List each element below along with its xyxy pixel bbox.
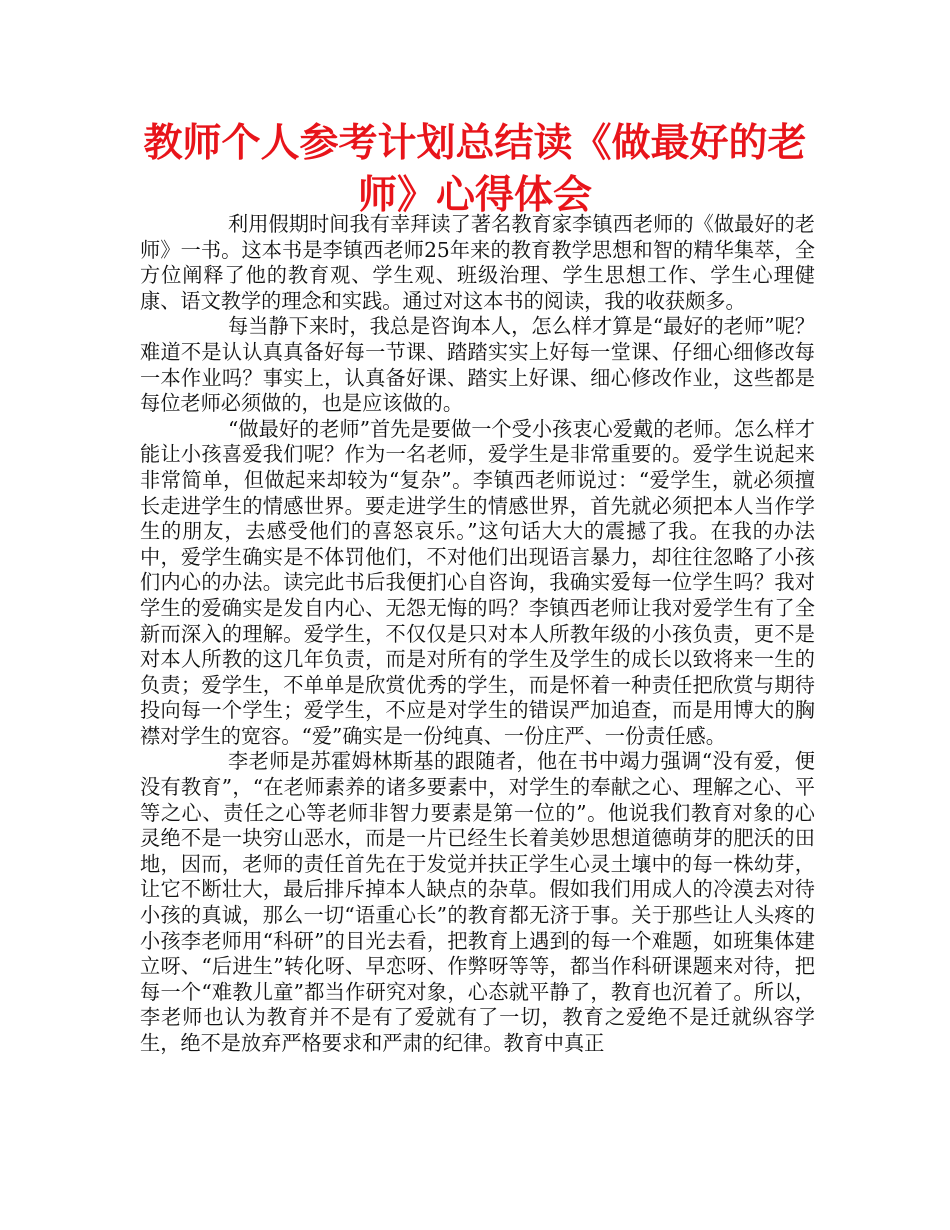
document-body: [140, 212, 815, 1057]
paragraph-2: 每当静下来时，我总是咨询本人，怎么样才算是“最好的老师”呢？难道不是认认真真备好每一节课、踏踏实实上好每一堂课、仔细心细修改每一本作业吗？事实上，认真备好课、踏实上好课、细心修改作业，这些都是每位老师必须做的，也是应该做的。: [140, 314, 815, 416]
paragraph-4: 李老师是苏霍姆林斯基的跟随者，他在书中竭力强调“没有爱，便没有教育”，“在老师素养的诸多要素中，对学生的奉献之心、理解之心、平等之心、责任之心等老师非智力要素是第一位的”。他说我们教育对象的心灵绝不是一块穷山恶水，而是一片已经生长着美妙思想道德萌芽的肥沃的田地，因而，老师的责任首先在于发觉并扶正学生心灵土壤中的每一株幼芽，让它不断壮大，最后排斥掉本人缺点的杂草。假如我们用成人的冷漠去对待小孩的真诚，那么一切“语重心长”的教育都无济于事。关于那些让人头疼的小孩李老师用“科研”的目光去看，把教育上遇到的每一个难题，如班集体建立呀、“后进生”转化呀、早恋呀、作弊呀等等，都当作科研课题来对待，把每一个“难教儿童”都当作研究对象，心态就平静了，教育也沉着了。所以，李老师也认为教育并不是有了爱就有了一切，教育之爱绝不是迁就纵容学生，绝不是放弃严格要求和严肃的纪律。教育中真正: [140, 749, 815, 1055]
title-line-1: 教师个人参考计划总结读《做最好的老: [143, 121, 807, 166]
title-line-2: 师》心得体会: [357, 173, 592, 218]
paragraph-1: 利用假期时间我有幸拜读了著名教育家李镇西老师的《做最好的老师》一书。这本书是李镇西老师25年来的教育教学思想和智的精华集萃，全方位阐释了他的教育观、学生观、班级治理、学生思想工作、学生心理健康、语文教学的理念和实践。通过对这本书的阅读，我的收获颇多。: [140, 212, 815, 313]
paragraph-3: “做最好的老师”首先是要做一个受小孩衷心爱戴的老师。怎么样才能让小孩喜爱我们呢？作为一名老师，爱学生是非常重要的。爱学生说起来非常简单，但做起来却较为“复杂”。李镇西老师说过：“爱学生，就必须擅长走进学生的情感世界。要走进学生的情感世界，首先就必须把本人当作学生的朋友，去感受他们的喜怒哀乐。”这句话大大的震撼了我。在我的办法中，爱学生确实是不体罚他们，不对他们出现语言暴力，却往往忽略了小孩们内心的办法。读完此书后我便扪心自咨询，我确实爱每一位学生吗？我对学生的爱确实是发自内心、无怨无悔的吗？李镇西老师让我对爱学生有了全新而深入的理解。爱学生，不仅仅是只对本人所教年级的小孩负责，更不是对本人所教的这几年负责，而是对所有的学生及学生的成长以致将来一生的负责；爱学生，不单单是欣赏优秀的学生，而是怀着一种责任把欣赏与期待投向每一个学生；爱学生，不应是对学生的错误严加追查，而是用博大的胸襟对学生的宽容。“爱”确实是一份纯真、一份庄严、一份责任感。: [140, 416, 815, 748]
document-title: [140, 118, 810, 222]
